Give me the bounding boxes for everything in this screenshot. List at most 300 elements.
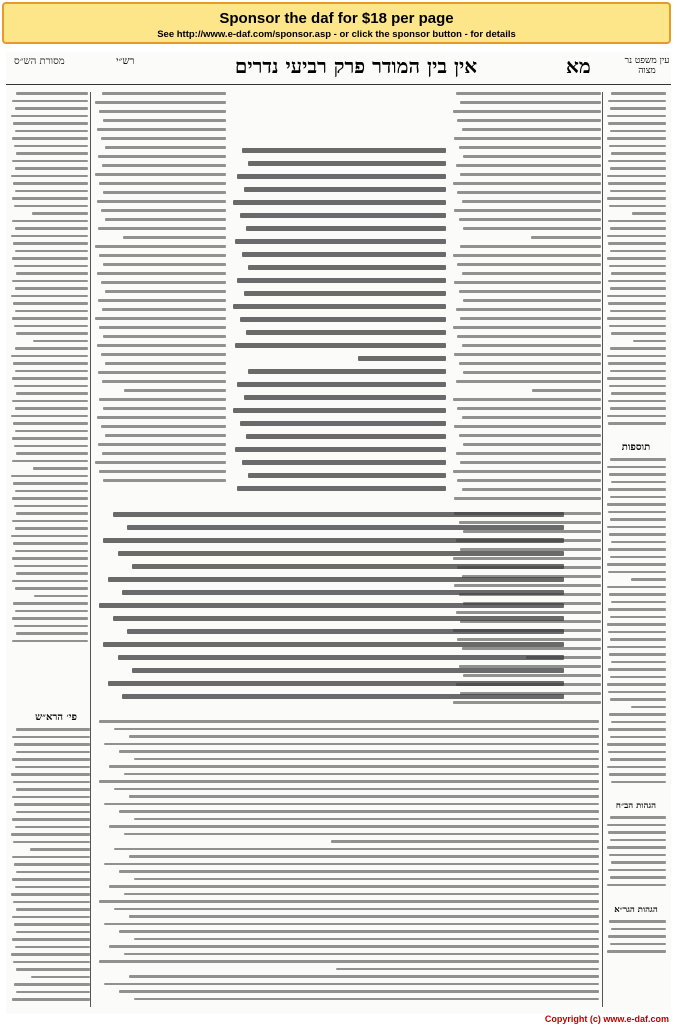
text-line xyxy=(609,854,666,857)
text-line xyxy=(462,488,602,491)
text-line xyxy=(109,825,599,828)
text-line xyxy=(12,197,88,200)
rashi-heading: רש״י xyxy=(116,56,135,67)
text-line xyxy=(13,482,88,485)
text-line xyxy=(11,175,88,178)
text-line xyxy=(11,773,90,776)
text-line xyxy=(610,616,666,619)
text-line xyxy=(607,466,666,469)
text-line xyxy=(611,272,666,275)
text-line xyxy=(608,751,666,754)
text-line xyxy=(114,908,599,911)
text-line xyxy=(610,943,666,946)
hagahos-hagra xyxy=(606,920,666,960)
text-line xyxy=(104,923,599,926)
text-line xyxy=(11,833,90,836)
text-line xyxy=(119,810,599,813)
text-line xyxy=(33,340,88,343)
text-line xyxy=(610,227,666,230)
text-line xyxy=(463,443,601,446)
text-line xyxy=(15,610,88,613)
text-line xyxy=(240,213,446,218)
text-line xyxy=(103,335,226,338)
daf-number: מא xyxy=(566,54,591,78)
text-line xyxy=(16,632,88,635)
text-line xyxy=(463,371,601,374)
rosh-column xyxy=(10,728,90,1008)
text-line xyxy=(101,425,226,428)
text-line xyxy=(16,452,88,455)
text-line xyxy=(12,617,88,620)
text-line xyxy=(608,280,666,283)
text-line xyxy=(607,257,666,260)
text-line xyxy=(457,638,601,641)
text-line xyxy=(109,765,599,768)
text-line xyxy=(460,692,601,695)
text-line xyxy=(611,781,666,784)
text-line xyxy=(119,750,599,753)
text-line xyxy=(124,389,226,392)
text-line xyxy=(454,353,601,356)
text-line xyxy=(16,968,90,971)
text-line xyxy=(32,212,88,215)
text-line xyxy=(104,983,599,986)
text-line xyxy=(15,250,88,253)
text-line xyxy=(463,530,601,533)
text-line xyxy=(608,571,666,574)
text-line xyxy=(611,541,666,544)
text-line xyxy=(608,548,666,551)
text-line xyxy=(16,871,90,874)
text-line xyxy=(460,317,601,320)
text-line xyxy=(237,174,446,179)
text-line xyxy=(607,235,666,238)
text-line xyxy=(608,831,666,834)
text-line xyxy=(336,968,599,971)
text-line xyxy=(12,437,88,440)
text-line xyxy=(13,542,88,545)
text-line xyxy=(129,915,599,918)
text-line xyxy=(134,938,599,941)
text-line xyxy=(608,400,666,403)
text-line xyxy=(99,960,599,963)
text-line xyxy=(16,512,88,515)
text-line xyxy=(12,557,88,560)
chapter-title: אין בין המודר פרק רביעי נדרים xyxy=(234,54,478,78)
text-line xyxy=(34,595,88,598)
text-line xyxy=(12,220,88,223)
text-line xyxy=(611,661,666,664)
text-line xyxy=(12,878,90,881)
sponsor-subtitle: See http://www.e-daf.com/sponsor.asp - or click the sponsor button - for details xyxy=(157,29,516,40)
text-line xyxy=(453,470,602,473)
text-line xyxy=(11,535,88,538)
text-line xyxy=(454,497,601,500)
text-line xyxy=(462,416,602,419)
text-line xyxy=(14,145,88,148)
text-line xyxy=(105,146,226,149)
text-line xyxy=(15,587,88,590)
text-line xyxy=(609,265,666,268)
text-line xyxy=(12,856,90,859)
text-line xyxy=(16,751,90,754)
text-line xyxy=(12,916,90,919)
text-line xyxy=(607,683,666,686)
text-line xyxy=(457,566,601,569)
text-line xyxy=(233,304,446,309)
text-line xyxy=(610,130,666,133)
text-line xyxy=(456,308,602,311)
text-line xyxy=(358,356,446,361)
text-line xyxy=(99,780,599,783)
masores-column xyxy=(10,92,88,652)
text-line xyxy=(103,119,226,122)
text-line xyxy=(611,481,666,484)
text-line xyxy=(97,128,226,131)
text-line xyxy=(610,407,666,410)
text-line xyxy=(15,107,88,110)
text-line xyxy=(11,115,88,118)
text-line xyxy=(607,766,666,769)
text-line xyxy=(129,795,599,798)
right-tosafos xyxy=(606,458,666,788)
text-line xyxy=(15,946,90,949)
text-line xyxy=(15,227,88,230)
text-line xyxy=(331,840,599,843)
text-line xyxy=(14,863,90,866)
text-line xyxy=(607,884,666,887)
text-line xyxy=(248,161,446,166)
text-line xyxy=(607,950,666,953)
talmud-page xyxy=(6,52,671,1014)
rosh-label: פי׳ הרא״ש xyxy=(35,712,77,723)
text-line xyxy=(459,218,602,221)
text-line xyxy=(610,190,666,193)
text-line xyxy=(12,998,90,1001)
text-line xyxy=(109,885,599,888)
text-line xyxy=(15,527,88,530)
text-line xyxy=(608,160,666,163)
text-line xyxy=(124,773,599,776)
text-line xyxy=(16,92,88,95)
hagahos-habach-label: הגהות הב״ח xyxy=(615,801,657,811)
text-line xyxy=(14,385,88,388)
text-line xyxy=(13,841,90,844)
text-line xyxy=(526,656,601,659)
text-line xyxy=(246,226,446,231)
text-line xyxy=(102,164,226,167)
text-line xyxy=(244,395,446,400)
text-line xyxy=(456,539,602,542)
text-line xyxy=(610,458,666,461)
text-line xyxy=(16,991,90,994)
text-line xyxy=(457,263,601,266)
text-line xyxy=(12,736,90,739)
text-line xyxy=(611,92,666,95)
text-line xyxy=(13,781,90,784)
text-line xyxy=(15,370,88,373)
text-line xyxy=(631,578,666,581)
text-line xyxy=(454,512,601,515)
text-line xyxy=(11,893,90,896)
text-line xyxy=(123,236,226,239)
hagahos-habach xyxy=(606,816,666,896)
text-line xyxy=(459,434,602,437)
text-line xyxy=(242,252,446,257)
text-line xyxy=(12,818,90,821)
text-line xyxy=(462,128,602,131)
text-line xyxy=(246,434,446,439)
column-divider xyxy=(90,92,91,1007)
text-line xyxy=(237,278,446,283)
text-line xyxy=(97,416,226,419)
text-line xyxy=(456,452,602,455)
text-line xyxy=(607,824,666,827)
tosafos-label: תוספות xyxy=(621,442,651,453)
text-line xyxy=(460,173,601,176)
text-line xyxy=(12,257,88,260)
text-line xyxy=(244,291,446,296)
sponsor-banner[interactable] xyxy=(2,2,671,44)
page-header xyxy=(6,56,671,85)
text-line xyxy=(102,92,226,95)
text-line xyxy=(462,647,602,650)
text-line xyxy=(114,848,599,851)
text-line xyxy=(248,369,446,374)
text-line xyxy=(608,122,666,125)
text-line xyxy=(608,242,666,245)
sponsor-title: Sponsor the daf for $18 per page xyxy=(219,10,454,27)
text-line xyxy=(610,107,666,110)
text-line xyxy=(610,816,666,819)
text-line xyxy=(457,479,601,482)
text-line xyxy=(607,415,666,418)
text-line xyxy=(248,265,446,270)
text-line xyxy=(456,380,602,383)
text-line xyxy=(104,863,599,866)
text-line xyxy=(609,653,666,656)
text-line xyxy=(15,347,88,350)
text-line xyxy=(611,392,666,395)
text-line xyxy=(610,167,666,170)
text-line xyxy=(457,335,601,338)
text-line xyxy=(16,332,88,335)
text-line xyxy=(233,408,446,413)
text-line xyxy=(459,593,602,596)
column-divider xyxy=(602,92,603,1007)
text-line xyxy=(460,548,601,551)
text-line xyxy=(609,385,666,388)
text-line xyxy=(454,425,601,428)
text-line xyxy=(607,623,666,626)
text-line xyxy=(31,976,90,979)
text-line xyxy=(609,325,666,328)
text-line xyxy=(15,886,90,889)
text-line xyxy=(244,187,446,192)
text-line xyxy=(610,876,666,879)
text-line xyxy=(99,182,226,185)
text-line xyxy=(16,272,88,275)
text-line xyxy=(457,191,601,194)
text-line xyxy=(99,398,226,401)
text-line xyxy=(608,691,666,694)
text-line xyxy=(11,415,88,418)
text-line xyxy=(610,736,666,739)
text-line xyxy=(607,175,666,178)
text-line xyxy=(15,407,88,410)
text-line xyxy=(457,119,601,122)
text-line xyxy=(11,953,90,956)
text-line xyxy=(14,983,90,986)
text-line xyxy=(114,788,599,791)
text-line xyxy=(98,299,226,302)
text-line xyxy=(13,362,88,365)
text-line xyxy=(98,443,226,446)
text-line xyxy=(235,343,446,348)
text-line xyxy=(12,377,88,380)
text-line xyxy=(607,563,666,566)
text-line xyxy=(95,173,226,176)
text-line xyxy=(12,580,88,583)
text-line xyxy=(15,310,88,313)
text-line xyxy=(607,586,666,589)
text-line xyxy=(119,990,599,993)
text-line xyxy=(12,317,88,320)
text-line xyxy=(16,811,90,814)
text-line xyxy=(105,290,226,293)
text-line xyxy=(631,706,666,709)
text-line xyxy=(607,355,666,358)
text-line xyxy=(12,497,88,500)
text-line xyxy=(460,101,601,104)
text-line xyxy=(453,398,602,401)
text-line xyxy=(456,92,602,95)
text-line xyxy=(95,101,226,104)
text-line xyxy=(240,317,446,322)
text-line xyxy=(607,317,666,320)
text-line xyxy=(459,362,602,365)
text-line xyxy=(16,788,90,791)
text-line xyxy=(459,146,602,149)
text-line xyxy=(14,205,88,208)
text-line xyxy=(610,496,666,499)
text-line xyxy=(242,148,446,153)
hagahos-hagra-label: הגהות הגר״א xyxy=(614,905,658,915)
text-line xyxy=(610,518,666,521)
text-line xyxy=(608,608,666,611)
text-line xyxy=(632,212,666,215)
text-line xyxy=(248,473,446,478)
text-line xyxy=(633,340,666,343)
text-line xyxy=(101,281,226,284)
text-line xyxy=(609,145,666,148)
ein-mishpat-heading: עין משפט נר מצוה xyxy=(624,56,670,76)
text-line xyxy=(610,839,666,842)
text-line xyxy=(12,460,88,463)
text-line xyxy=(99,254,226,257)
text-line xyxy=(608,511,666,514)
text-line xyxy=(99,470,226,473)
text-line xyxy=(11,355,88,358)
text-line xyxy=(611,601,666,604)
text-line xyxy=(14,565,88,568)
text-line xyxy=(459,521,602,524)
text-line xyxy=(13,242,88,245)
text-line xyxy=(609,205,666,208)
text-line xyxy=(607,295,666,298)
text-line xyxy=(12,758,90,761)
text-line xyxy=(15,430,88,433)
text-line xyxy=(13,961,90,964)
text-line xyxy=(129,855,599,858)
text-line xyxy=(608,220,666,223)
text-line xyxy=(454,281,601,284)
text-line xyxy=(15,190,88,193)
text-line xyxy=(609,920,666,923)
text-line xyxy=(14,743,90,746)
text-line xyxy=(607,503,666,506)
text-line xyxy=(609,773,666,776)
text-line xyxy=(233,200,446,205)
text-line xyxy=(14,445,88,448)
text-line xyxy=(12,796,90,799)
text-line xyxy=(462,344,602,347)
text-line xyxy=(15,550,88,553)
text-line xyxy=(15,490,88,493)
text-line xyxy=(453,557,602,560)
text-line xyxy=(134,878,599,881)
text-line xyxy=(16,931,90,934)
text-line xyxy=(102,452,226,455)
text-line xyxy=(114,728,599,731)
text-line xyxy=(101,137,226,140)
text-line xyxy=(99,720,599,723)
text-line xyxy=(95,317,226,320)
text-line xyxy=(14,265,88,268)
text-line xyxy=(12,100,88,103)
text-line xyxy=(607,137,666,140)
text-line xyxy=(608,100,666,103)
text-line xyxy=(608,668,666,671)
text-line xyxy=(610,370,666,373)
text-line xyxy=(134,758,599,761)
text-line xyxy=(237,382,446,387)
tosafos-lower xyxy=(451,512,601,712)
text-line xyxy=(95,245,226,248)
text-line xyxy=(235,239,446,244)
text-line xyxy=(607,197,666,200)
text-line xyxy=(97,344,226,347)
text-line xyxy=(15,167,88,170)
text-line xyxy=(99,326,226,329)
text-line xyxy=(12,160,88,163)
text-line xyxy=(608,631,666,634)
text-line xyxy=(103,407,226,410)
text-line xyxy=(610,676,666,679)
text-line xyxy=(460,620,601,623)
text-line xyxy=(240,421,446,426)
text-line xyxy=(607,646,666,649)
text-line xyxy=(97,200,226,203)
text-line xyxy=(16,152,88,155)
text-line xyxy=(13,602,88,605)
text-line xyxy=(610,310,666,313)
text-line xyxy=(453,254,602,257)
text-line xyxy=(532,389,601,392)
text-line xyxy=(608,935,666,938)
text-line xyxy=(98,155,226,158)
text-line xyxy=(610,758,666,761)
